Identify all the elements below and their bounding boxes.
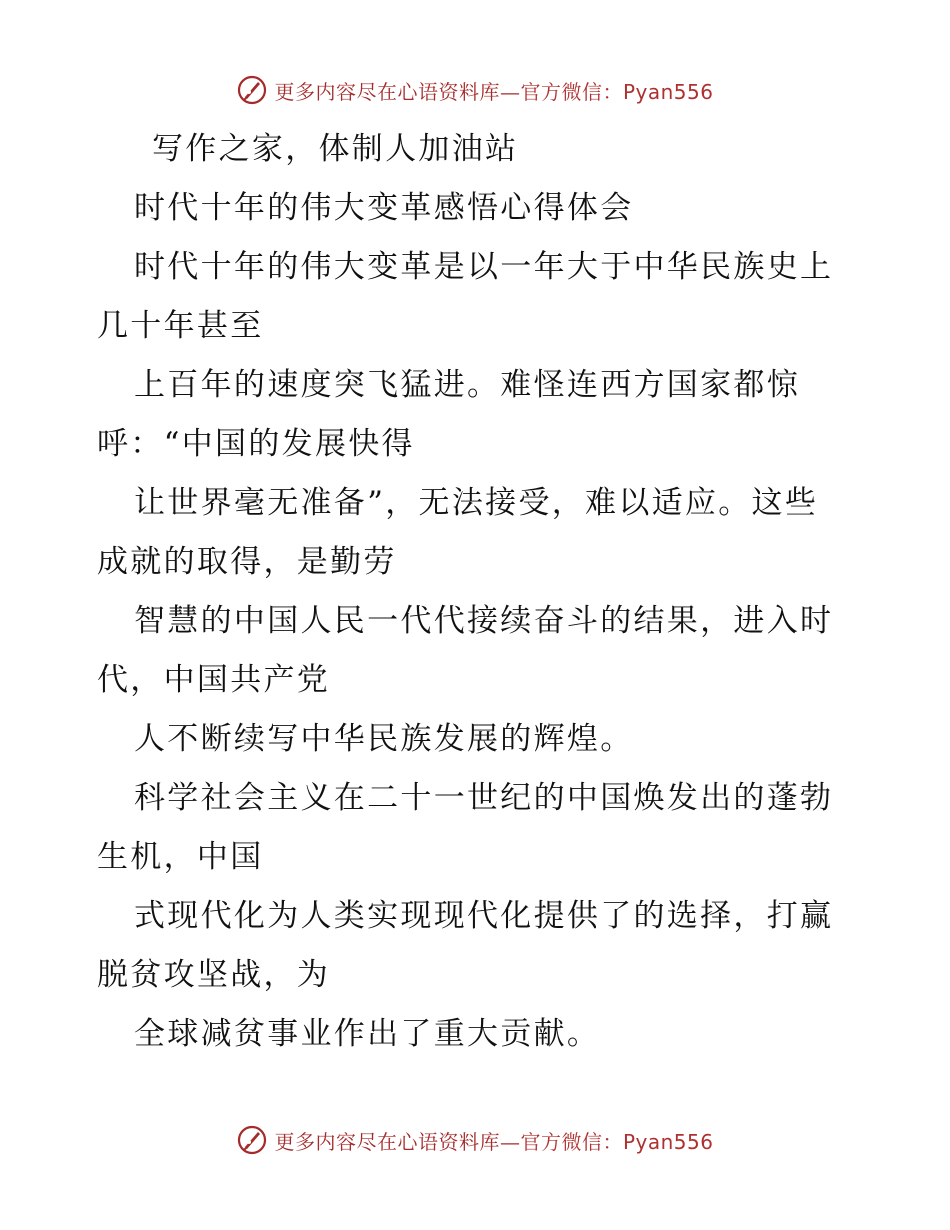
text-line: 生机，中国 [97,839,264,875]
document-title: 写作之家，体制人加油站 [152,131,519,167]
text-line: 式现代化为人类实现现代化提供了的选择，打赢 [134,898,834,934]
footer-watermark [0,1120,950,1160]
text-line: 科学社会主义在二十一世纪的中国焕发出的蓬勃 [134,780,834,816]
text-line: 时代十年的伟大变革是以一年大于中华民族史上 [134,249,834,285]
feather-pen-seal-icon [236,1124,268,1156]
text-line: 让世界毫无准备”，无法接受，难以适应。这些 [134,485,819,521]
text-line: 代，中国共产党 [97,662,331,698]
feather-pen-seal-icon [236,74,268,106]
header-watermark [0,70,950,110]
text-line: 全球减贫事业作出了重大贡献。 [134,1016,601,1052]
watermark-text: 更多内容尽在心语资料库—官方微信：Pyan556 [274,1129,714,1154]
text-line: 人不断续写中华民族发展的辉煌。 [134,721,634,757]
document-body [97,120,867,1064]
text-line: 成就的取得，是勤劳 [97,544,397,580]
text-line: 上百年的速度突飞猛进。难怪连西方国家都惊 [134,367,800,403]
text-line: 智慧的中国人民一代代接续奋斗的结果，进入时 [134,603,834,639]
text-line: 脱贫攻坚战，为 [97,957,331,993]
document-heading: 时代十年的伟大变革感悟心得体会 [134,190,634,226]
text-line: 几十年甚至 [97,308,264,344]
text-line: 呼：“中国的发展快得 [97,426,415,462]
watermark-text: 更多内容尽在心语资料库—官方微信：Pyan556 [274,79,714,104]
